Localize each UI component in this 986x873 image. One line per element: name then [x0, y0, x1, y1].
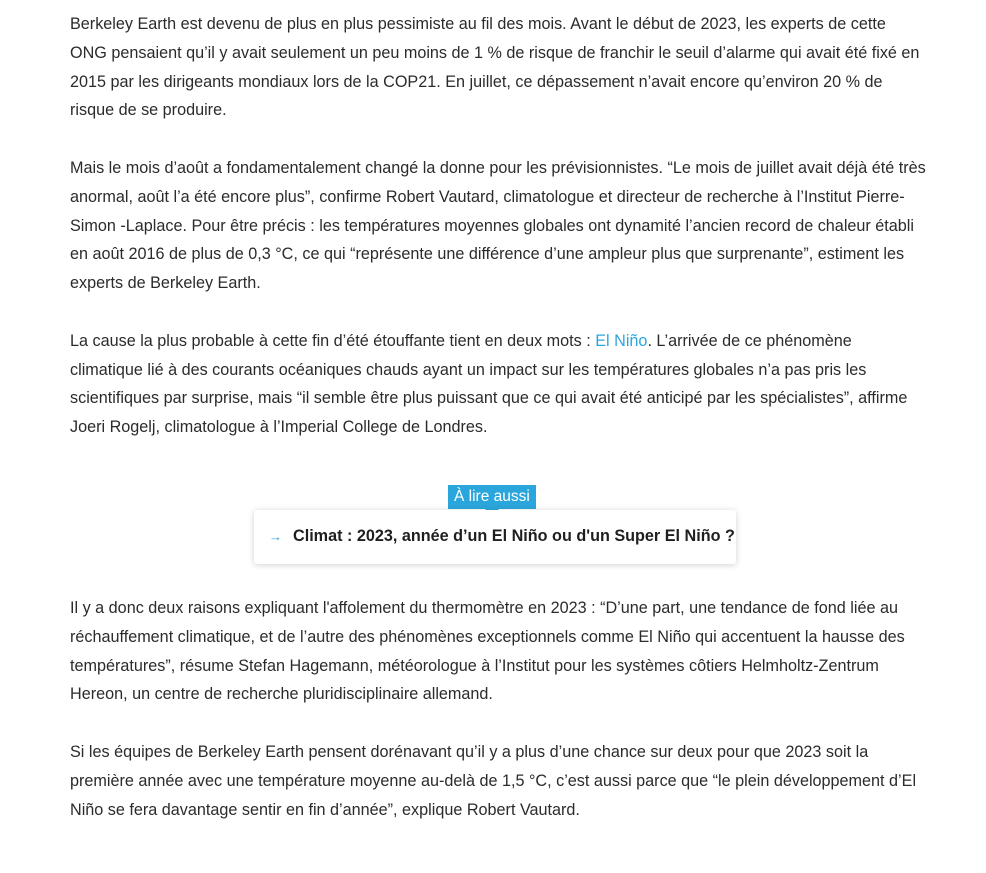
article-body — [70, 10, 926, 824]
el-nino-link[interactable]: El Niño — [595, 331, 648, 350]
read-also-card[interactable] — [254, 510, 736, 564]
read-also-tag: À lire aussi — [448, 485, 536, 509]
paragraph-1: Berkeley Earth est devenu de plus en plus pessimiste au fil des mois. Avant le début de 2023, les experts de cette ONG pensaient qu’il y avait seulement un peu moins de 1 % de risque de franchir le seuil d’alarme qui avait été fixé en 2015 par les dirigeants mondiaux lors de la COP21. En juillet, ce dépassement n’avait encore qu’environ 20 % de risque de se produire. — [70, 15, 920, 120]
paragraph-2: Mais le mois d’août a fondamentalement changé la donne pour les prévisionnistes. “Le mois de juillet avait déjà été très anormal, août l’a été encore plus”, confirme Robert Vautard, climatologue et directeur de recherche à l’Institut Pierre-Simon -Laplace. Pour être précis : les températures moyennes globales ont dynamité l’ancien record de chaleur établi en août 2016 de plus de 0,3 °C, ce qui “représente une différence d’une ampleur plus que surprenante”, estiment les experts de Berkeley Earth. — [70, 158, 926, 293]
paragraph-3-text-before: La cause la plus probable à cette fin d’été étouffante tient en deux mots : — [70, 331, 596, 350]
read-also-block — [70, 442, 926, 594]
paragraph-3 — [70, 327, 926, 442]
paragraph-5: Si les équipes de Berkeley Earth pensent dorénavant qu’il y a plus d’une chance sur deux pour que 2023 soit la première année avec une température moyenne au-delà de 1,5 °C, c’est aussi parce que “le plein développement d’El Niño se fera davantage sentir en fin d’année”, explique Robert Vautard. — [70, 742, 917, 819]
paragraph-4: Il y a donc deux raisons expliquant l'affolement du thermomètre en 2023 : “D’une part, une tendance de fond liée au réchauffement climatique, et de l’autre des phénomènes exceptionnels comme El Niño qui accentuent la hausse des températures”, résume Stefan Hagemann, météorologue à l’Institut pour les systèmes côtiers Helmholtz-Zentrum Hereon, un centre de recherche pluridisciplinaire allemand. — [70, 598, 905, 704]
paragraph-3-text-after: . L’arrivée de ce phénomène climatique lié à des courants océaniques chauds ayant un impact sur les températures globales n’a pas pris les scientifiques par surprise, mais “il semble être plus puissant que ce qui avait été anticipé par les spécialistes”, affirme Joeri Rogelj, climatologue à l’Imperial College de Londres. — [70, 331, 908, 437]
arrow-right-icon: → — [269, 529, 282, 545]
read-also-title[interactable]: Climat : 2023, année d’un El Niño ou d'un Super El Niño ? — [293, 527, 735, 546]
